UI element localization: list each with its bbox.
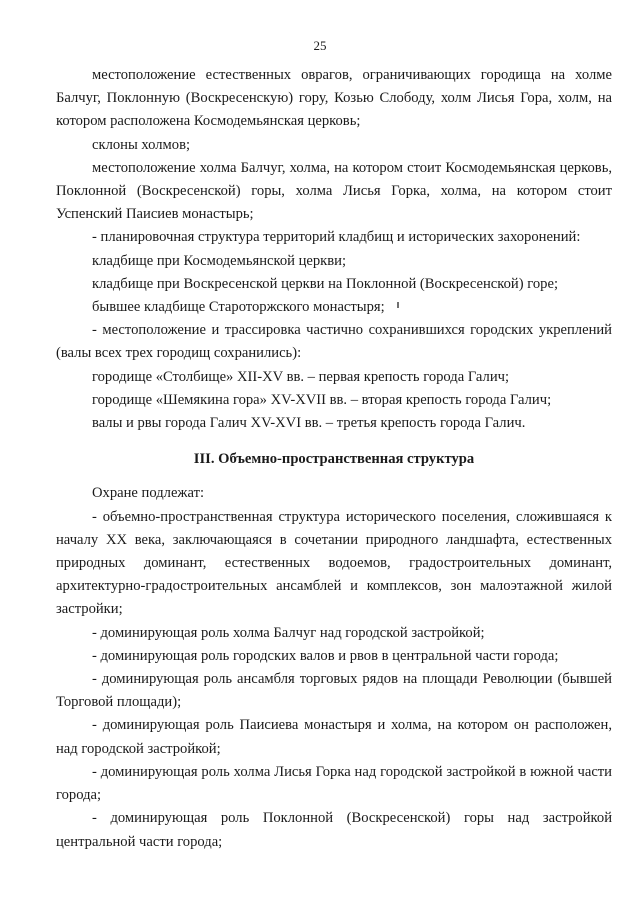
section-heading: III. Объемно-пространственная структура	[193, 451, 475, 468]
paragraph-cemetery-kosmodemyanskaya: кладбище при Космодемьянской церкви;	[92, 252, 347, 269]
paragraph-shemyakina-gora: городище «Шемякина гора» XV-XVII вв. – вторая крепость города Галич;	[92, 391, 552, 408]
paragraph-volume-spatial-structure: - объемно-пространственная структура исторического поселения, сложившаяся к началу XX века, заключающаяся в сочетании природного ландшафта, естественных природных доминант, естественных водоемов, градостроительных доминант, архитектурно-градостроительных ансамблей и комплексов, зон малоэтажной жилой застройки;	[56, 508, 612, 618]
paragraph-ramparts-dominance: - доминирующая роль городских валов и рвов в центральной части города;	[92, 647, 559, 664]
paragraph-fortifications: - местоположение и трассировка частично сохранившихся городских укреплений (валы всех трех городищ сохранились):	[56, 322, 612, 362]
paragraph-cemetery-voskresenskaya: кладбище при Воскресенской церкви на Поклонной (Воскресенской) горе;	[92, 275, 558, 292]
paragraph-cemetery-starotorzhsky-text: бывшее кладбище Староторжского монастыря;	[92, 299, 385, 316]
paragraph-balchug-dominance: - доминирующая роль холма Балчуг над городской застройкой;	[92, 624, 485, 641]
paragraph-poklonnaya-dominance: - доминирующая роль Поклонной (Воскресенской) горы над застройкой центральной части города;	[56, 810, 612, 850]
scan-mark	[397, 302, 399, 308]
paragraph-stolbishche: городище «Столбище» XII-XV вв. – первая крепость города Галич;	[92, 368, 510, 385]
paragraph-trade-rows-dominance: - доминирующая роль ансамбля торговых рядов на площади Революции (бывшей Торговой площади);	[56, 671, 612, 711]
paragraph-cemetery-structure: - планировочная структура территорий кладбищ и исторических захоронений:	[92, 229, 581, 246]
paragraph-ravines: местоположение естественных оврагов, ограничивающих городища на холме Балчуг, Поклонную (Воскресенскую) гору, Козью Слободу, холм Лисья Гора, холм, на котором расположена Космодемьянская церковь;	[56, 67, 612, 130]
paragraph-subject-to-protection: Охране подлежат:	[92, 485, 205, 502]
paragraph-lisya-gorka-dominance: - доминирующая роль холма Лисья Горка над городской застройкой в южной части города;	[56, 763, 612, 804]
paragraph-cemetery-starotorzhsky	[56, 296, 612, 319]
paragraph-hills-location: местоположение холма Балчуг, холма, на котором стоит Космодемьянская церковь, Поклонной (Воскресенской) горы, холма Лисья Горка, холма, на котором стоит Успенский Паисиев монастырь;	[56, 159, 612, 223]
page-number: 25	[313, 38, 327, 53]
page-content	[56, 64, 612, 854]
paragraph-monastery-dominance: - доминирующая роль Паисиева монастыря и холма, на котором он расположен, над городской застройкой;	[56, 717, 612, 757]
paragraph-ramparts: валы и рвы города Галич XV-XVI вв. – третья крепость города Галич.	[92, 415, 526, 432]
paragraph-hill-slopes: склоны холмов;	[92, 136, 191, 153]
